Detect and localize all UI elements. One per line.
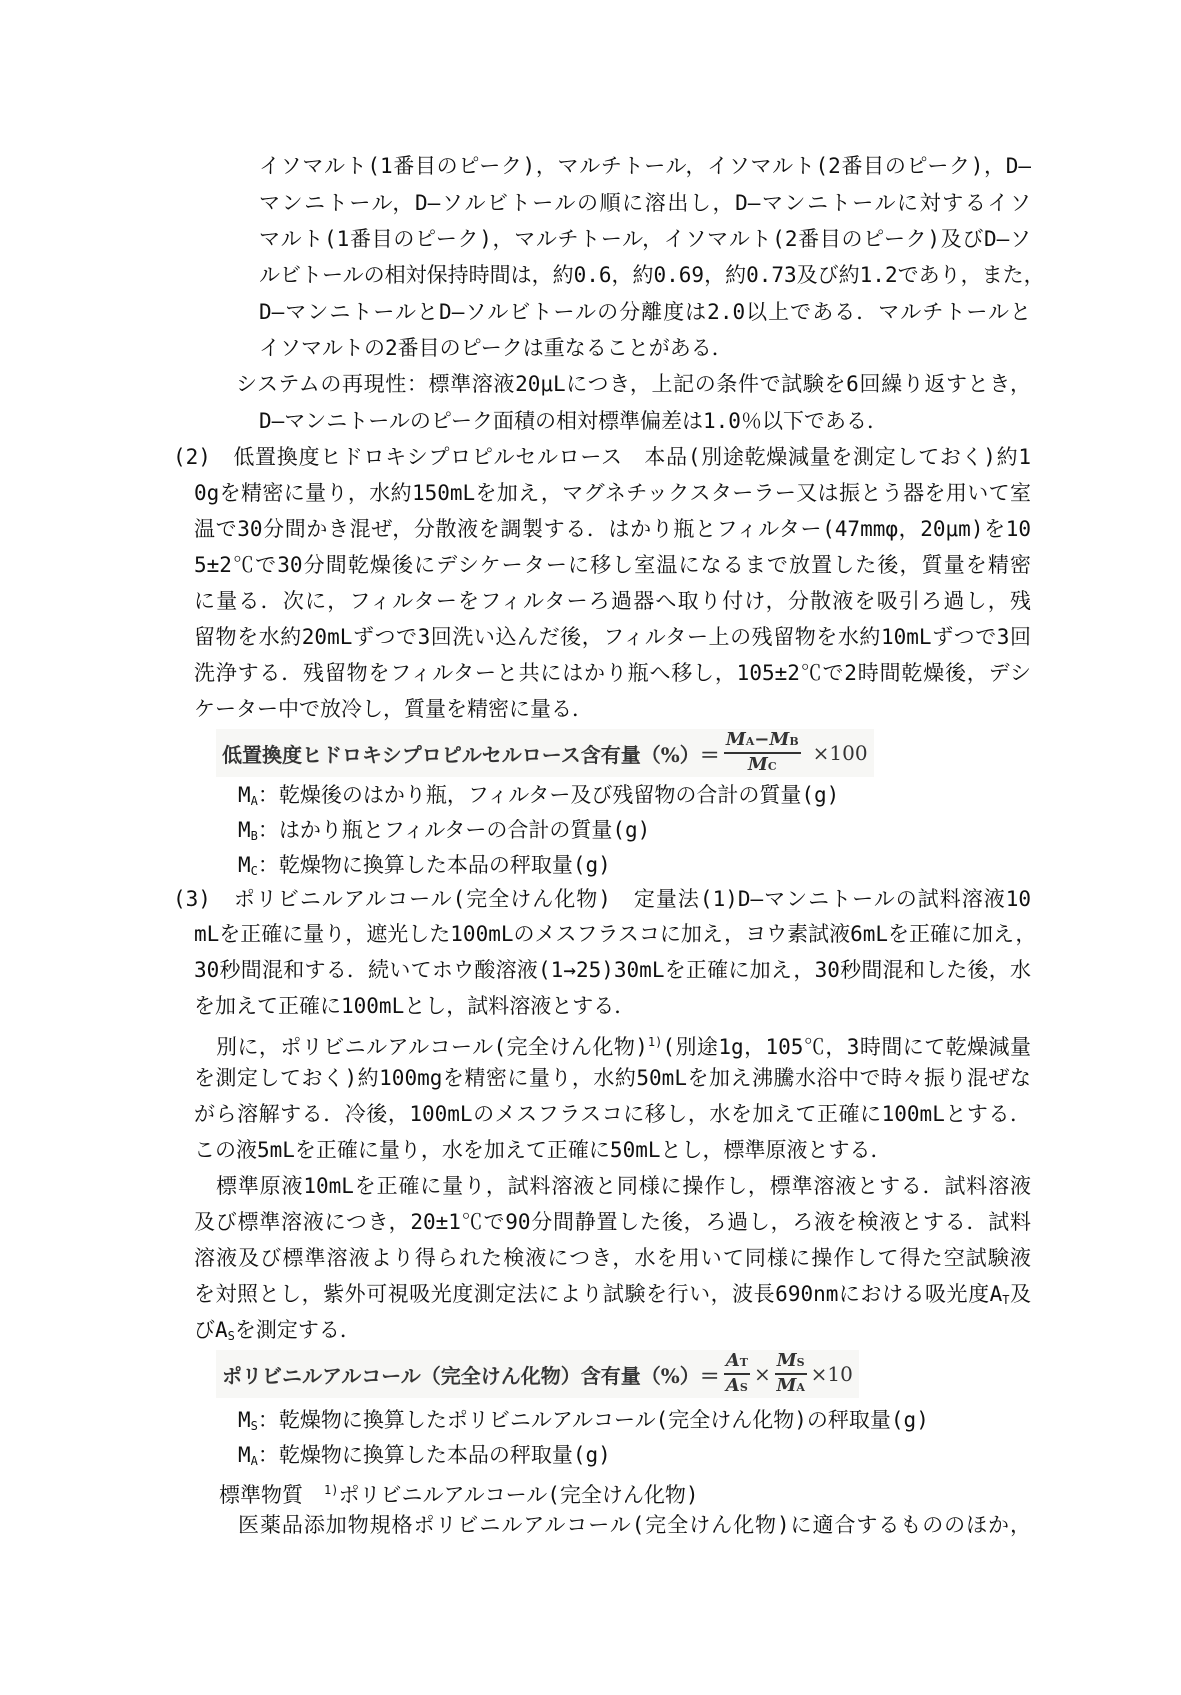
text-line: イソマルトの2番目のピークは重なることがある． [259, 336, 733, 360]
symbol: M [769, 729, 790, 750]
symbol: M [238, 1443, 251, 1467]
section-heading-3: (3) ポリビニルアルコール(完全けん化物) 定量法(1)D―マンニトールの試料溶液10 [173, 887, 1031, 911]
definition-line [238, 813, 650, 847]
subscript: S [739, 1381, 748, 1394]
formula-operator: × [753, 1362, 771, 1386]
symbol: M [776, 1375, 797, 1396]
definition-text: ：乾燥物に換算したポリビニルアルコール(完全けん化物)の秤取量(g) [257, 1408, 929, 1432]
subscript: C [767, 760, 777, 773]
symbol: M [747, 754, 768, 775]
definition-line [238, 778, 839, 812]
text-line: 及び標準溶液につき，20±1℃で90分間静置した後，ろ過し，ろ液を検液とする．試料 [194, 1210, 1031, 1234]
text-line [194, 1313, 361, 1347]
subscript: A [796, 1381, 805, 1394]
text-line: この液5mLを正確に量り，水を加えて正確に50mLとし，標準原液とする． [194, 1138, 892, 1162]
symbol: A [725, 1375, 740, 1396]
text-line: 0gを精密に量り，水約150mLを加え，マグネチックスターラー又は振とう器を用いて室 [194, 481, 1031, 505]
definition-text: ：乾燥後のはかり瓶，フィルター及び残留物の合計の質量(g) [257, 783, 840, 807]
section-heading-2: (2) 低置換度ヒドロキシプロピルセルロース 本品(別途乾燥減量を測定しておく)約1 [173, 445, 1031, 469]
symbol: M [238, 1408, 251, 1432]
formula-hpc-content [216, 729, 874, 777]
formula-fraction [775, 1350, 807, 1398]
text-line [216, 1025, 1031, 1059]
subscript: A [745, 735, 755, 748]
text: (別途1g，105℃，3時間にて乾燥減量 [662, 1035, 1031, 1059]
text-line: 留物を水約20mLずつで3回洗い込んだ後，フィルター上の残留物を水約10mLずつで3回 [194, 625, 1031, 649]
text-line: マルト(1番目のピーク)，マルチトール，イソマルト(2番目のピーク)及びD―ソ [259, 227, 1031, 251]
text-line: 30秒間混和する．続いてホウ酸溶液(1→25)30mLを正確に加え，30秒間混和した後，水 [194, 958, 1031, 982]
text: を対照とし，紫外可視吸光度測定法により試験を行い，波長690nmにおける吸光度A [194, 1282, 1003, 1306]
formula-label: ポリビニルアルコール（完全けん化物）含有量（%）＝ [222, 1363, 720, 1388]
formula-multiplier: ×100 [812, 741, 868, 765]
text-line: ケーター中で放冷し，質量を精密に量る． [194, 697, 593, 721]
text: 別に，ポリビニルアルコール(完全けん化物) [216, 1035, 648, 1059]
operator: − [754, 729, 770, 750]
formula-pva-content [216, 1350, 859, 1398]
subscript: S [796, 1356, 805, 1369]
text-line: 標準原液10mLを正確に量り，試料溶液と同様に操作し，標準溶液とする．試料溶液 [216, 1174, 1031, 1198]
text-line: mLを正確に量り，遮光した100mLのメスフラスコに加え，ヨウ素試液6mLを正確に加え， [194, 922, 1037, 946]
text-line: 医薬品添加物規格ポリビニルアルコール(完全けん化物)に適合するもののほか， [238, 1513, 1031, 1537]
subscript: S [227, 1329, 235, 1343]
text-line: 溶液及び標準溶液より得られた検液につき，水を用いて同様に操作して得た空試験液 [194, 1246, 1031, 1270]
text: 及 [1009, 1282, 1032, 1306]
text-line: 5±2℃で30分間乾燥後にデシケーターに移し室温になるまで放置した後，質量を精密 [194, 553, 1031, 577]
symbol: M [776, 1350, 797, 1371]
text: ポリビニルアルコール(完全けん化物) [338, 1483, 699, 1507]
definition-line [238, 1438, 611, 1472]
subscript: S [250, 1419, 258, 1433]
text-line: を加えて正確に100mLとし，試料溶液とする． [194, 994, 636, 1018]
subscript: C [250, 864, 258, 878]
formula-fraction [724, 1350, 750, 1398]
subscript: A [250, 794, 258, 808]
definition-text: ：乾燥物に換算した本品の秤取量(g) [257, 853, 611, 877]
text-line [194, 1277, 1031, 1311]
text-line: ルビトールの相対保持時間は，約0.6，約0.69，約0.73及び約1.2であり，また， [259, 263, 1045, 287]
formula-multiplier: ×10 [810, 1362, 853, 1386]
footnote-ref: 1) [647, 1035, 663, 1049]
symbol: M [238, 853, 251, 877]
subscript: T [1002, 1293, 1010, 1307]
text-line: マンニトール，D―ソルビトールの順に溶出し，D―マンニトールに対するイソ [259, 191, 1031, 215]
text-line: イソマルト(1番目のピーク)，マルチトール，イソマルト(2番目のピーク)，D― [259, 154, 1031, 178]
text-line: 温で30分間かき混ぜ，分散液を調製する．はかり瓶とフィルター(47mmφ，20μm)を10 [194, 517, 1031, 541]
text-line: がら溶解する．冷後，100mLのメスフラスコに移し，水を加えて正確に100mLとする． [194, 1102, 1031, 1126]
subscript: T [739, 1356, 748, 1369]
footnote-ref: 1) [324, 1483, 339, 1497]
text-line: D―マンニトールのピーク面積の相対標準偏差は1.0％以下である． [259, 409, 888, 433]
symbol: A [725, 1350, 740, 1371]
formula-fraction [724, 729, 801, 777]
reference-standard-heading [219, 1473, 698, 1507]
symbol: M [238, 818, 251, 842]
text-line: を測定しておく)約100mgを精密に量り，水約50mLを加え沸騰水浴中で時々振り混ぜな [194, 1066, 1031, 1090]
text: 標準物質 [219, 1483, 324, 1507]
formula-label: 低置換度ヒドロキシプロピルセルロース含有量（%）＝ [222, 742, 720, 767]
definition-line [238, 848, 611, 882]
definition-text: ：乾燥物に換算した本品の秤取量(g) [257, 1443, 611, 1467]
text: を測定する． [234, 1318, 361, 1342]
subscript: B [789, 735, 799, 748]
symbol: M [238, 783, 251, 807]
subscript: B [250, 829, 258, 843]
text-line: D―マンニトールとD―ソルビトールの分離度は2.0以上である．マルチトールと [259, 300, 1031, 324]
text-line: 洗浄する．残留物をフィルターと共にはかり瓶へ移し，105±2℃で2時間乾燥後，デシ [194, 661, 1031, 685]
subscript: A [250, 1454, 258, 1468]
text: びA [194, 1318, 228, 1342]
definition-text: ：はかり瓶とフィルターの合計の質量(g) [257, 818, 651, 842]
symbol: M [725, 729, 746, 750]
system-suitability-line: システムの再現性：標準溶液20μLにつき，上記の条件で試験を6回繰り返すとき， [236, 372, 1031, 396]
text-line: に量る．次に，フィルターをフィルターろ過器へ取り付け，分散液を吸引ろ過し，残 [194, 589, 1031, 613]
definition-line [238, 1403, 929, 1437]
